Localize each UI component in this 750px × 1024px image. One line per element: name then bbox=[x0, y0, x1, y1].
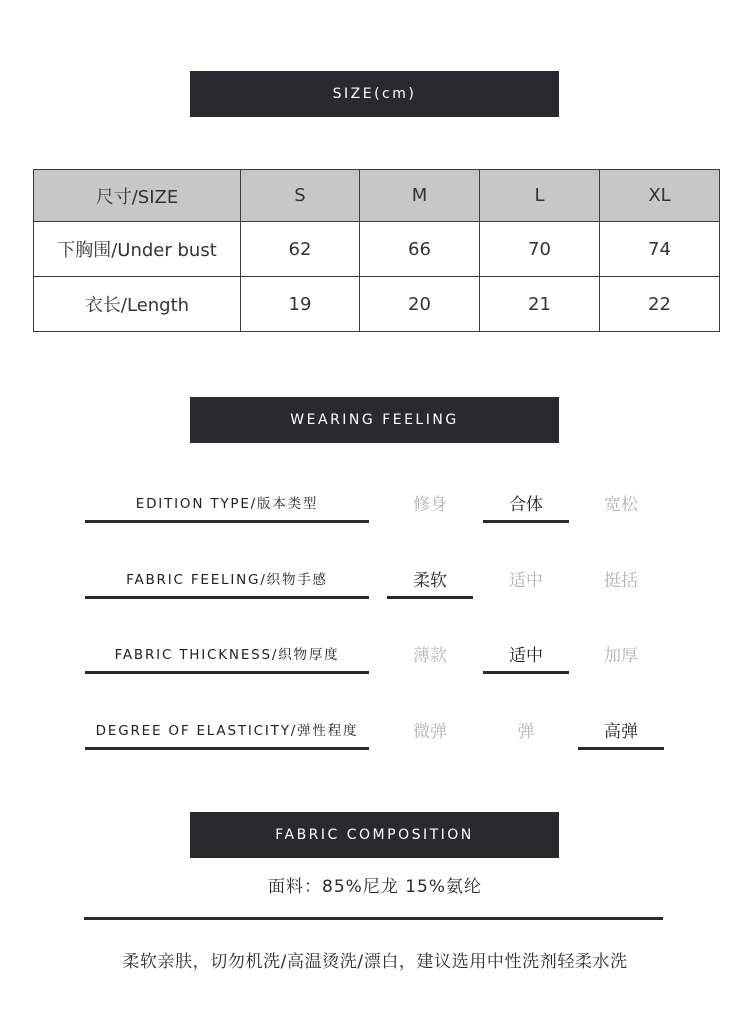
feeling-option: 修身 bbox=[413, 494, 447, 515]
feeling-option-selected: 合体 bbox=[483, 484, 569, 523]
feeling-row-elasticity bbox=[0, 711, 750, 751]
feeling-option: 微弹 bbox=[413, 721, 447, 742]
row-label-under-bust: 下胸围/Under bust bbox=[34, 222, 241, 277]
table-cell: 74 bbox=[600, 222, 720, 277]
header-cell-m: M bbox=[360, 170, 480, 222]
fabric-composition-text: 面料：85%尼龙 15%氨纶 bbox=[268, 877, 482, 897]
feeling-row-fabric-feeling bbox=[0, 560, 750, 600]
table-cell: 21 bbox=[480, 277, 600, 332]
care-instructions: 柔软亲肤，切勿机洗/高温烫洗/漂白，建议选用中性洗剂轻柔水洗 bbox=[122, 952, 628, 972]
table-row bbox=[34, 222, 720, 277]
size-table-header-row bbox=[34, 170, 720, 222]
header-cell-s: S bbox=[241, 170, 360, 222]
feeling-option-selected: 高弹 bbox=[578, 711, 664, 750]
feeling-option: 适中 bbox=[509, 570, 543, 591]
fabric-composition-title: FABRIC COMPOSITION bbox=[190, 812, 559, 858]
table-cell: 70 bbox=[480, 222, 600, 277]
table-cell: 62 bbox=[241, 222, 360, 277]
feeling-option: 宽松 bbox=[604, 494, 638, 515]
feeling-label: FABRIC FEELING/织物手感 bbox=[85, 560, 369, 599]
table-cell: 66 bbox=[360, 222, 480, 277]
header-cell-xl: XL bbox=[600, 170, 720, 222]
header-cell-size: 尺寸/SIZE bbox=[34, 170, 241, 222]
table-cell: 20 bbox=[360, 277, 480, 332]
feeling-option: 弹 bbox=[517, 721, 535, 742]
feeling-row-edition-type bbox=[0, 484, 750, 524]
feeling-option: 挺括 bbox=[604, 570, 638, 591]
size-section-title: SIZE(cm) bbox=[190, 71, 559, 117]
feeling-label: FABRIC THICKNESS/织物厚度 bbox=[85, 635, 369, 674]
row-label-length: 衣长/Length bbox=[34, 277, 241, 332]
divider bbox=[84, 917, 663, 920]
feeling-option-selected: 柔软 bbox=[387, 560, 473, 599]
feeling-option-selected: 适中 bbox=[483, 635, 569, 674]
wearing-feeling-title: WEARING FEELING bbox=[190, 397, 559, 443]
table-row bbox=[34, 277, 720, 332]
feeling-label: DEGREE OF ELASTICITY/弹性程度 bbox=[85, 711, 369, 750]
table-cell: 19 bbox=[241, 277, 360, 332]
feeling-option: 加厚 bbox=[604, 645, 638, 666]
feeling-row-fabric-thickness bbox=[0, 635, 750, 675]
size-table bbox=[33, 169, 720, 332]
feeling-label: EDITION TYPE/版本类型 bbox=[85, 484, 369, 523]
feeling-option: 薄款 bbox=[413, 645, 447, 666]
table-cell: 22 bbox=[600, 277, 720, 332]
header-cell-l: L bbox=[480, 170, 600, 222]
